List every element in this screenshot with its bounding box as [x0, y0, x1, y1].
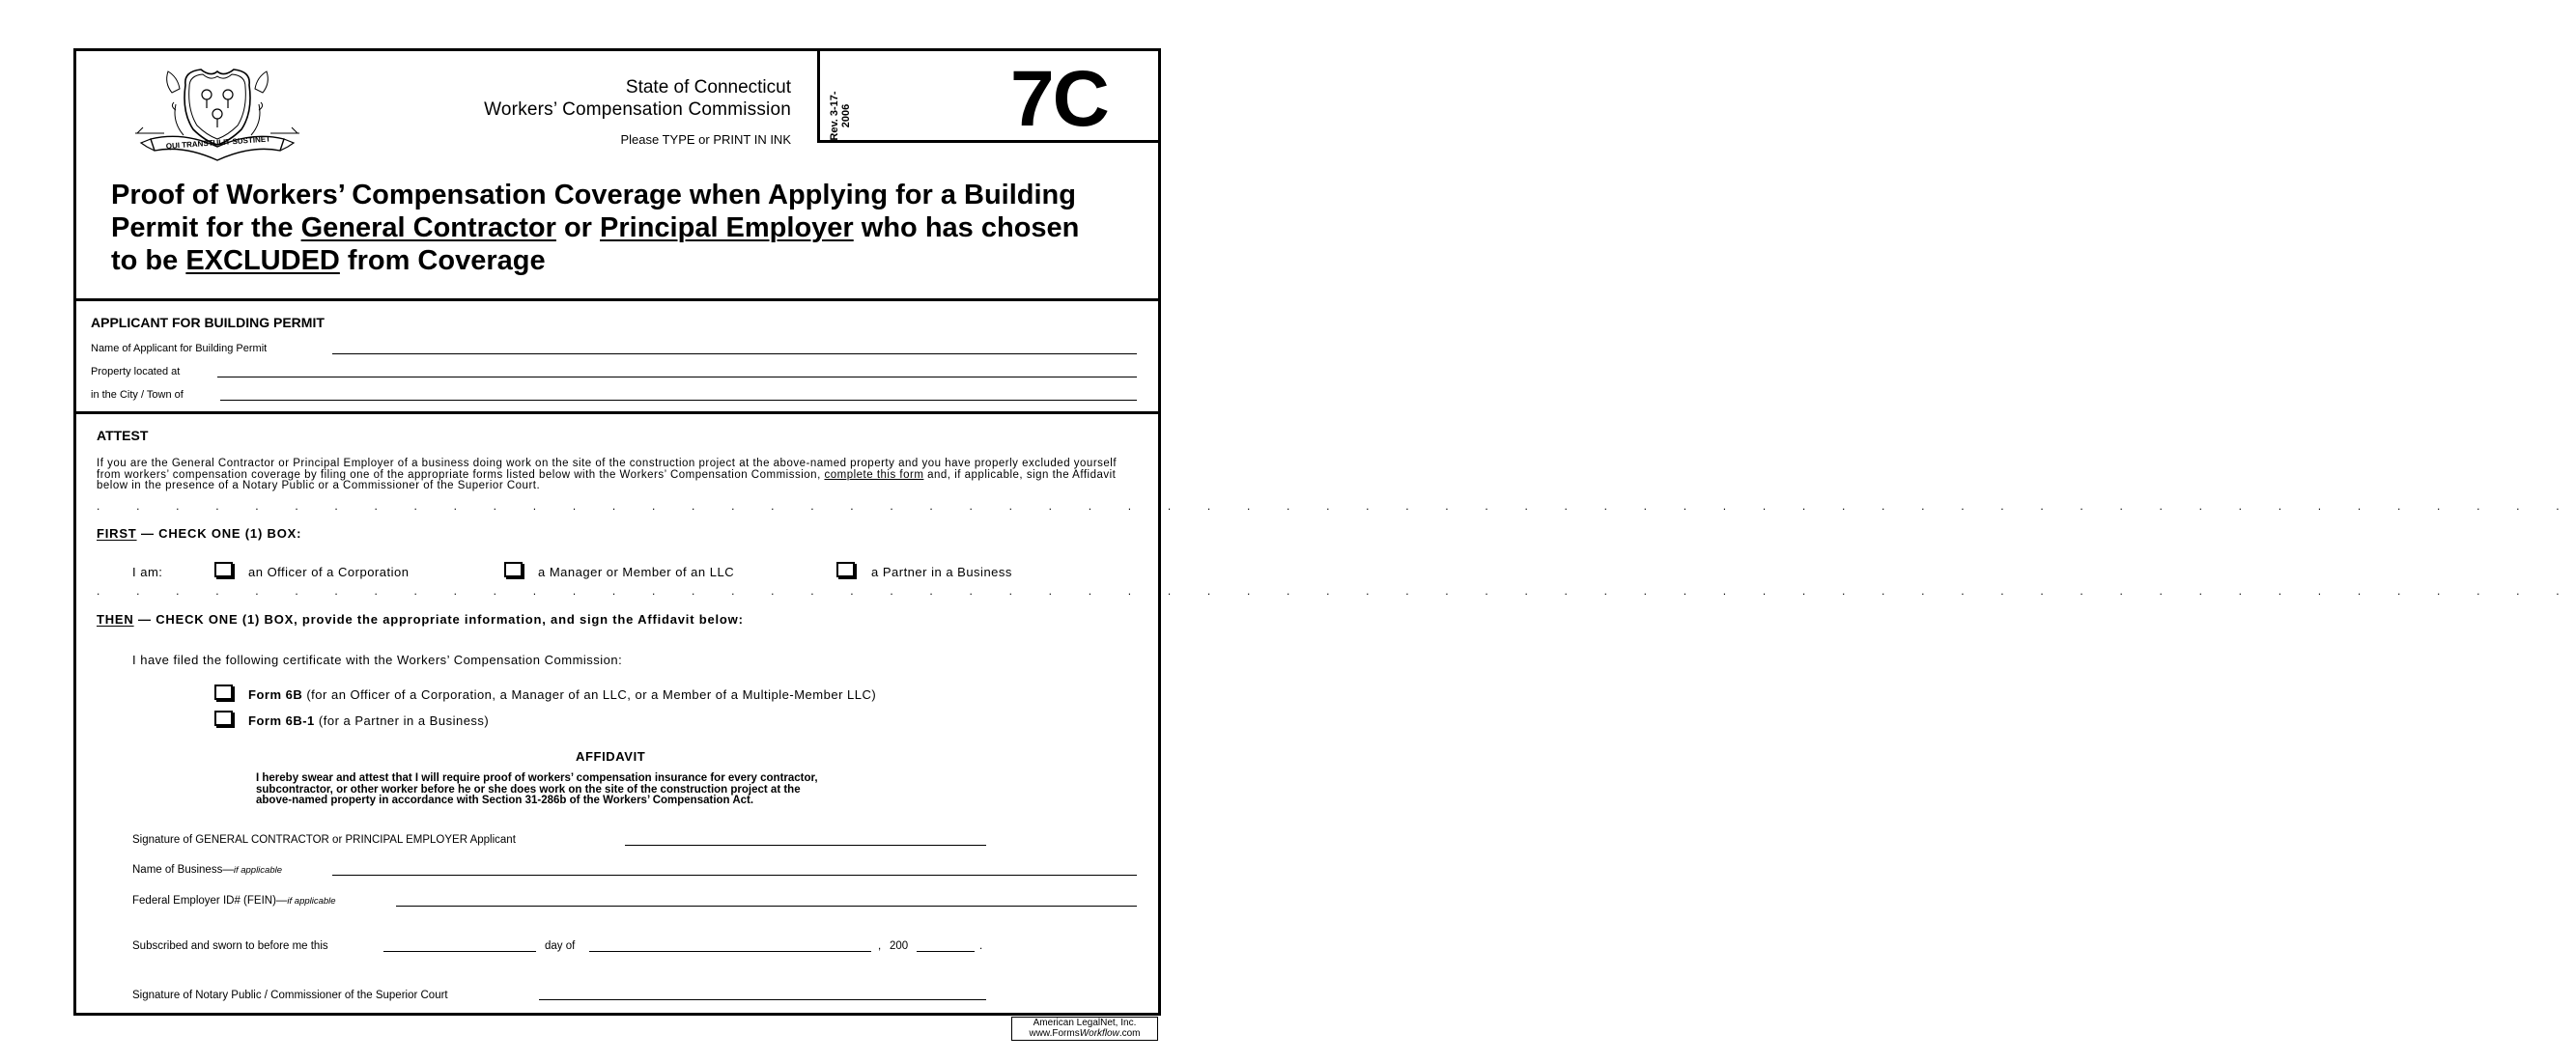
title-excluded: EXCLUDED: [185, 245, 340, 276]
complete-this-form-text: complete this form: [824, 468, 924, 481]
form-6b-checkbox[interactable]: [214, 685, 233, 700]
year-prefix: 200: [890, 940, 909, 952]
applicant-name-field[interactable]: [332, 353, 1137, 354]
first-step: [97, 526, 301, 541]
form-6b-1-option: [248, 713, 489, 728]
if-applicable-note: if applicable: [233, 865, 282, 876]
applicant-heading: APPLICANT FOR BUILDING PERMIT: [91, 315, 325, 330]
form-6b-option: [248, 687, 876, 702]
title-text: or: [555, 212, 601, 243]
affidavit-line: I hereby swear and attest that I will require proof of workers’ compensation insurance for every contractor,: [256, 772, 818, 784]
property-label: Property located at: [91, 366, 181, 377]
partner-checkbox[interactable]: [836, 562, 855, 577]
city-field[interactable]: [220, 400, 1137, 401]
comma-text: ,: [878, 940, 882, 952]
fein-label: [132, 895, 336, 907]
affidavit-line: above-named property in accordance with Section 31-286b of the Workers’ Compensation Act.: [256, 795, 754, 807]
publisher-site: [1012, 1028, 1157, 1039]
sworn-label: Subscribed and sworn to before me this: [132, 940, 328, 952]
affidavit-line: subcontractor, or other worker before he or she does work on the site of the construction project at the: [256, 783, 801, 796]
attest-heading: ATTEST: [97, 428, 149, 443]
form-title: [111, 179, 1087, 277]
then-step: [97, 612, 744, 627]
filed-certificate-text: I have filed the following certificate with the Workers’ Compensation Commission:: [132, 653, 623, 667]
notary-signature-label: Signature of Notary Public / Commissioner of the Superior Court: [132, 990, 448, 1001]
officer-option-label: an Officer of a Corporation: [248, 565, 410, 579]
partner-option-label: a Partner in a Business: [871, 565, 1012, 579]
business-name-label-text: Name of Business—: [132, 864, 234, 876]
title-text: Proof of Workers’ Compensation Coverage when Applying for a Building Permit for the: [111, 180, 1076, 243]
affidavit-heading: AFFIDAVIT: [576, 749, 646, 764]
affidavit-text: [256, 773, 990, 807]
if-applicable-note: if applicable: [287, 896, 336, 907]
form-6b-1-checkbox[interactable]: [214, 711, 233, 726]
state-name: State of Connecticut: [625, 77, 791, 98]
form-number: 7C: [1010, 55, 1108, 143]
revision-date: Rev. 3-17-2006: [829, 91, 852, 141]
business-name-label: [132, 864, 282, 876]
title-text: who has chosen to be: [111, 212, 1080, 276]
then-instruction: — CHECK ONE (1) BOX, provide the appropriate information, and sign the Affidavit below:: [133, 612, 744, 627]
then-label: THEN: [97, 612, 134, 627]
first-instruction: — CHECK ONE (1) BOX:: [136, 526, 302, 541]
title-section-divider: [73, 298, 1158, 301]
site-text: Workflow: [1079, 1028, 1119, 1039]
city-label: in the City / Town of: [91, 389, 184, 401]
notary-signature-field[interactable]: [539, 999, 986, 1000]
sworn-year-field[interactable]: [917, 951, 975, 952]
officer-checkbox[interactable]: [214, 562, 233, 577]
sworn-day-field[interactable]: [383, 951, 536, 952]
publisher-stamp: [1011, 1017, 1158, 1041]
business-name-field[interactable]: [332, 875, 1137, 876]
connecticut-seal-icon: [126, 64, 309, 168]
form-6b-name: Form 6B: [248, 687, 303, 702]
first-label: FIRST: [97, 526, 137, 541]
attest-intro-text: and, if applicable, sign the Affidavit below in the presence of a Notary Public or a Commissioner of the Superior Court.: [97, 468, 1117, 491]
site-text: www.Forms: [1029, 1028, 1080, 1039]
seal-motto: QUI TRANSTULIT SUSTINET: [165, 134, 271, 151]
llc-checkbox[interactable]: [504, 562, 523, 577]
form-6b-1-name: Form 6B-1: [248, 713, 315, 728]
period-text: .: [979, 940, 983, 952]
dotted-separator: . . . . . . . . . . . . . . . . . . . . . . . . . . . . . . . . . . . . . . . . . . . . . . . . . . . . . . . . . . . . . . .: [97, 584, 2576, 598]
title-text: from Coverage: [339, 245, 546, 276]
llc-option-label: a Manager or Member of an LLC: [538, 565, 735, 579]
instruction-text: Please TYPE or PRINT IN INK: [620, 132, 791, 147]
fein-field[interactable]: [396, 906, 1137, 907]
dotted-separator: . . . . . . . . . . . . . . . . . . . . . . . . . . . . . . . . . . . . . . . . . . . . . . . . . . . . . . . . . . . . . . .: [97, 499, 2576, 513]
sworn-month-field[interactable]: [589, 951, 871, 952]
title-general-contractor: General Contractor: [300, 212, 556, 243]
i-am-label: I am:: [132, 565, 163, 579]
applicant-signature-label: Signature of GENERAL CONTRACTOR or PRINCIPAL EMPLOYER Applicant: [132, 834, 516, 846]
applicant-signature-field[interactable]: [625, 845, 986, 846]
attest-intro: [97, 459, 1140, 492]
title-principal-employer: Principal Employer: [600, 212, 854, 243]
form-6b-description: (for an Officer of a Corporation, a Manager of an LLC, or a Member of a Multiple-Member LLC): [302, 687, 877, 702]
attest-intro-text: If you are the General Contractor or Principal Employer of a business doing work on the site of the construction project at the above-named property and you have properly excluded yourself from workers’ compensation coverage by filing one of the appropriate forms listed below with the Workers’ Compensation Commission,: [97, 458, 1118, 481]
applicant-section-divider: [73, 411, 1158, 414]
header-divider-vertical: [817, 48, 820, 142]
publisher-name: American LegalNet, Inc.: [1033, 1018, 1137, 1028]
day-of-label: day of: [545, 940, 576, 952]
site-text: .com: [1118, 1028, 1141, 1039]
form-6b-1-description: (for a Partner in a Business): [314, 713, 490, 728]
applicant-name-label: Name of Applicant for Building Permit: [91, 343, 268, 354]
commission-name: Workers’ Compensation Commission: [484, 99, 791, 120]
fein-label-text: Federal Employer ID# (FEIN)—: [132, 895, 288, 907]
